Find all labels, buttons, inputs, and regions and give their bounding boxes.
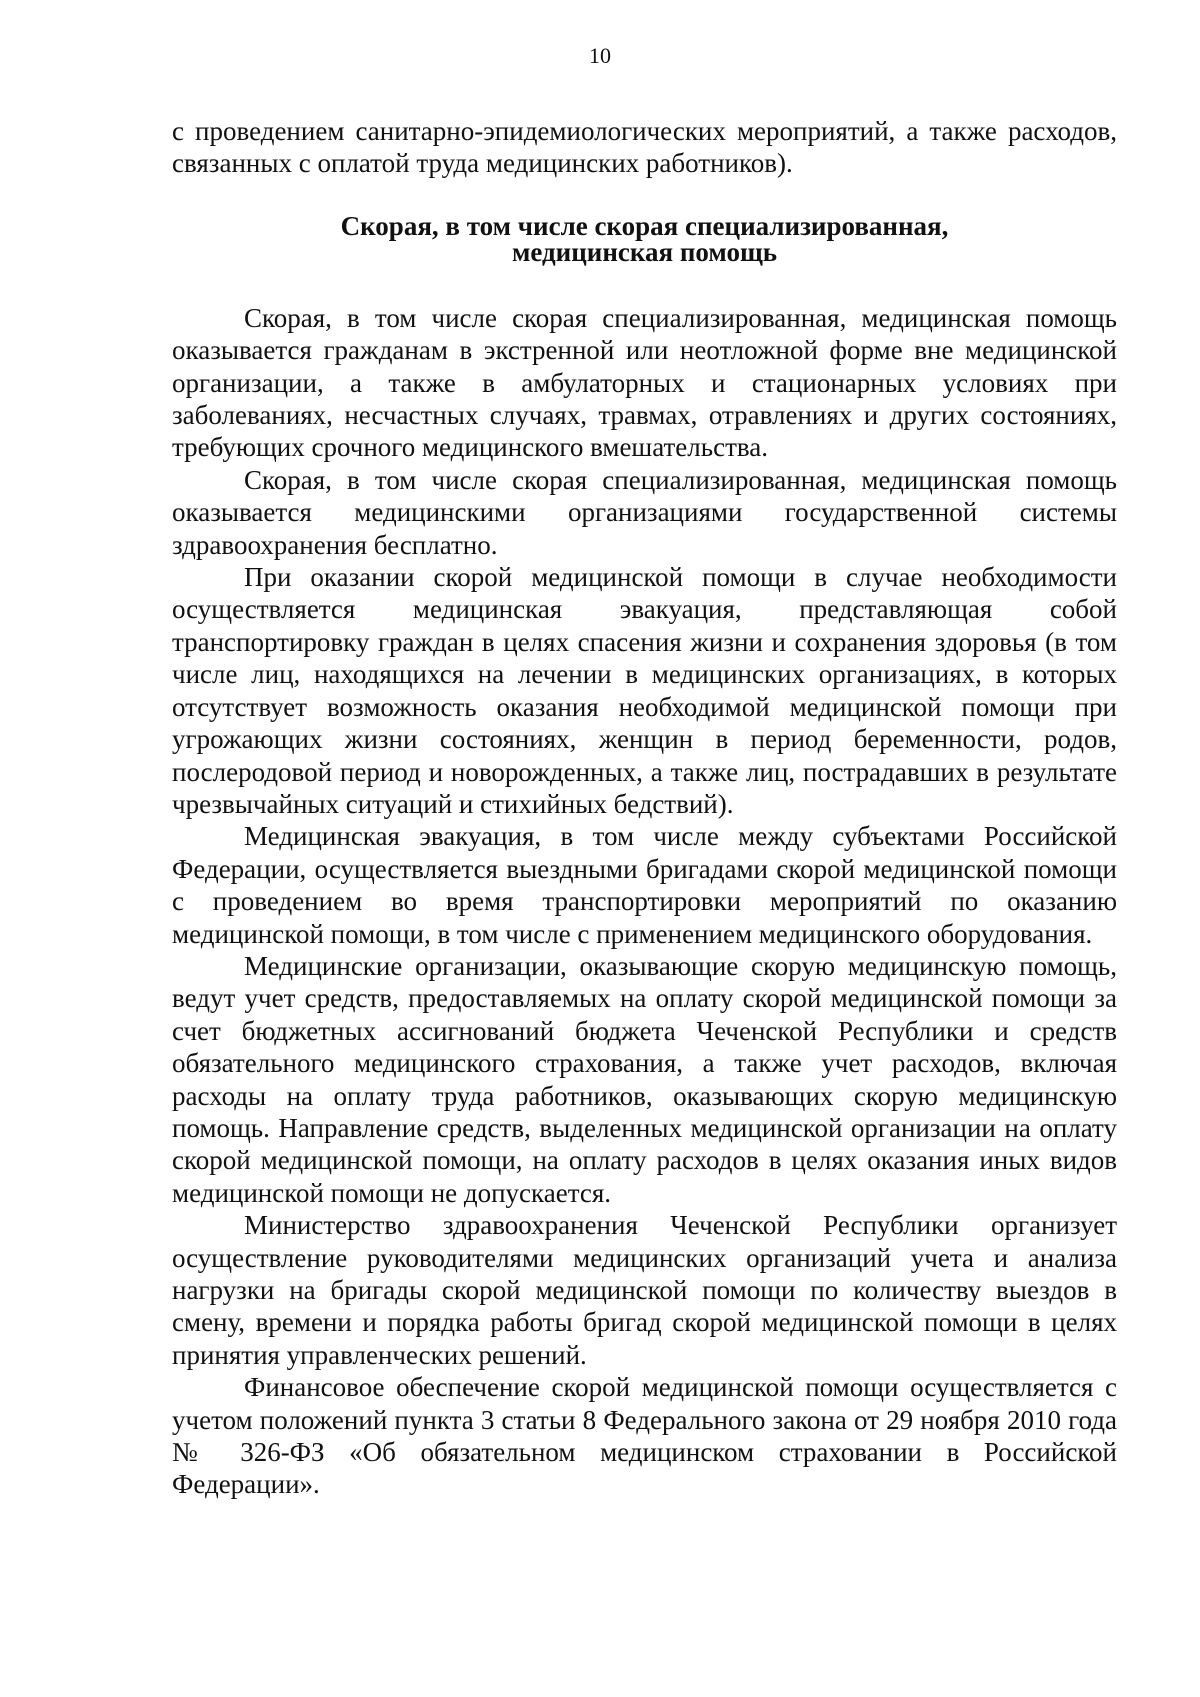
body-paragraph: Финансовое обеспечение скорой медицинской помощи осуществляется с учетом положений пункта 3 статьи 8 Федерального закона от 29 ноября 2010 года № 326-ФЗ «Об обязательном медицинском страховании в Российской Федерации».: [172, 1372, 1117, 1500]
section-heading-line-2: медицинская помощь: [511, 236, 778, 267]
body-paragraph: Министерство здравоохранения Чеченской Республики организует осуществление руководителями медицинских организаций учета и анализа нагрузки на бригады скорой медицинской помощи по количеству выездов в смену, времени и порядка работы бригад скорой медицинской помощи в целях принятия управленческих решений.: [172, 1210, 1117, 1370]
document-body: [172, 115, 1117, 1501]
section-heading-line-1: Скорая, в том числе скорая специализированная,: [340, 210, 949, 241]
body-paragraph: Медицинская эвакуация, в том числе между субъектами Российской Федерации, осуществляется выездными бригадами скорой медицинской помощи с проведением во время транспортировки мероприятий по оказанию медицинской помощи, в том числе с применением медицинского оборудования.: [172, 821, 1117, 949]
body-paragraph: Скорая, в том числе скорая специализированная, медицинская помощь оказывается медицинскими организациями государственной системы здравоохранения бесплатно.: [172, 464, 1117, 560]
section-heading: [172, 210, 1117, 267]
continuation-paragraph: с проведением санитарно-эпидемиологических мероприятий, а также расходов, связанных с оплатой труда медицинских работников).: [172, 116, 1117, 179]
body-paragraph: Скорая, в том числе скорая специализированная, медицинская помощь оказывается гражданам в экстренной или неотложной форме вне медицинской организации, а также в амбулаторных и стационарных условиях при заболеваниях, несчастных случаях, травмах, отравлениях и других состояниях, требующих срочного медицинского вмешательства.: [172, 302, 1117, 463]
body-paragraph: Медицинские организации, оказывающие скорую медицинскую помощь, ведут учет средств, предоставляемых на оплату скорой медицинской помощи за счет бюджетных ассигнований бюджета Чеченской Республики и средств обязательного медицинского страхования, а также учет расходов, включая расходы на оплату труда работников, оказывающих скорую медицинскую помощь. Направление средств, выделенных медицинской организации на оплату скорой медицинской помощи, на оплату расходов в целях оказания иных видов медицинской помощи не допускается.: [172, 950, 1117, 1208]
body-paragraph: При оказании скорой медицинской помощи в случае необходимости осуществляется медицинская эвакуация, представляющая собой транспортировку граждан в целях спасения жизни и сохранения здоровья (в том числе лиц, находящихся на лечении в медицинских организациях, в которых отсутствует возможность оказания необходимой медицинской помощи при угрожающих жизни состояниях, женщин в период беременности, родов, послеродовой период и новорожденных, а также лиц, пострадавших в результате чрезвычайных ситуаций и стихийных бедствий).: [172, 562, 1117, 819]
page-number: 10: [589, 43, 611, 68]
